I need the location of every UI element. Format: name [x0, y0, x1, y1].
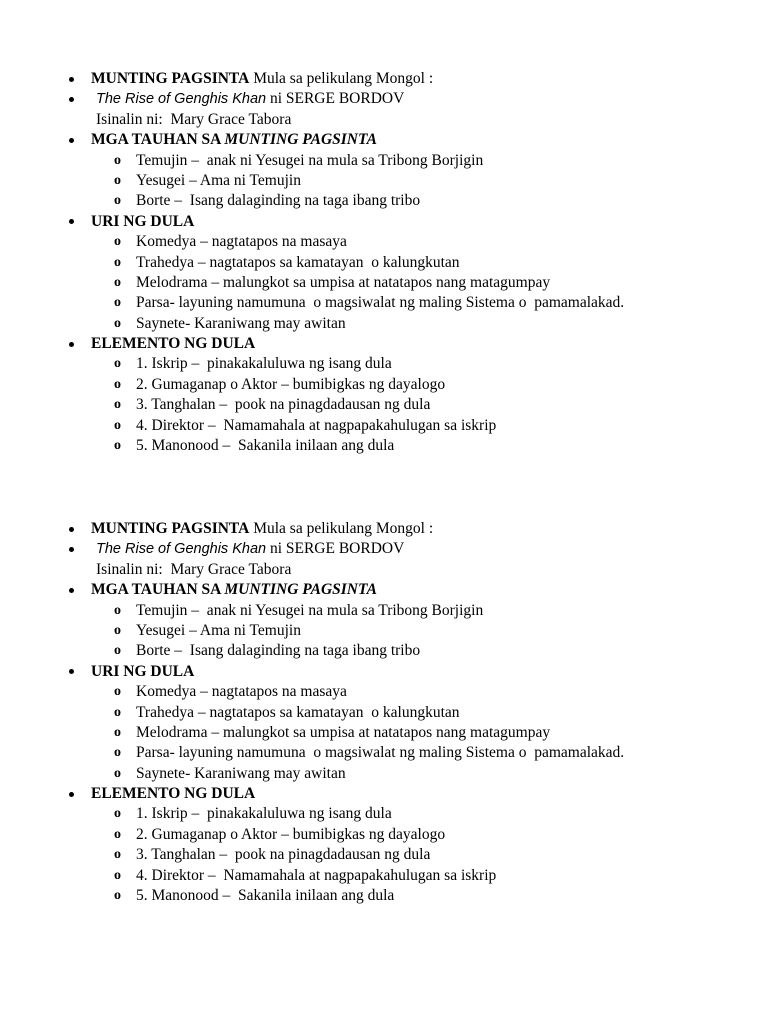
section-heading [0, 580, 768, 600]
list-item-text: Komedya – nagtatapos na masaya [136, 233, 347, 251]
list-item-text: Melodrama – malungkot sa umpisa at natatapos nang matagumpay [136, 273, 551, 291]
sub-bullet-icon: o [114, 826, 121, 842]
list-item [0, 273, 768, 293]
title-line [0, 69, 768, 89]
list-item-text: 1. Iskrip – pinakakaluluwa ng isang dula [136, 805, 392, 823]
list-item [0, 743, 768, 763]
list-item [0, 886, 768, 906]
list-item-text: Melodrama – malungkot sa umpisa at natatapos nang matagumpay [136, 723, 551, 741]
list-item-text: Komedya – nagtatapos na masaya [136, 683, 347, 701]
list-item [0, 293, 768, 313]
list-item [0, 151, 768, 171]
sub-bullet-icon: o [114, 684, 121, 700]
heading-italic: MUNTING PAGSINTA [224, 131, 377, 149]
list-item-text: 3. Tanghalan – pook na pinagdadausan ng dula [136, 846, 431, 864]
list-item [0, 354, 768, 374]
film-text [96, 539, 404, 559]
sub-bullet-icon: o [114, 704, 121, 720]
bullet-dot [69, 77, 74, 82]
title-line [0, 519, 768, 539]
heading-plain: MGA TAUHAN SA [91, 581, 225, 599]
sub-bullet-icon: o [114, 724, 121, 740]
list-item [0, 682, 768, 702]
sub-bullet-icon: o [114, 417, 121, 433]
sub-bullet-icon: o [114, 274, 121, 290]
list-item [0, 723, 768, 743]
bullet-dot [69, 669, 74, 674]
bullet-dot [69, 138, 74, 143]
list-item [0, 764, 768, 784]
heading-plain: URI NG DULA [91, 212, 195, 230]
heading-plain: URI NG DULA [91, 662, 195, 680]
list-item-text: 4. Direktor – Namamahala at nagpapakahulugan sa iskrip [136, 416, 497, 434]
list-item-text: Parsa- layuning namumuna o magsiwalat ng maling Sistema o pamamalakad. [136, 744, 625, 762]
heading-plain: ELEMENTO NG DULA [91, 335, 256, 353]
bullet-dot [69, 588, 74, 593]
list-item [0, 171, 768, 191]
list-item-text: Trahedya – nagtatapos sa kamatayan o kalungkutan [136, 703, 460, 721]
title-text [91, 519, 433, 539]
translator-text: Isinalin ni: Mary Grace Tabora [96, 560, 292, 578]
title-text [91, 69, 433, 89]
sub-bullet-icon: o [114, 643, 121, 659]
list-item-text: Yesugei – Ama ni Temujin [136, 171, 301, 189]
sub-bullet-icon: o [114, 152, 121, 168]
section-heading [0, 784, 768, 804]
film-line [0, 539, 768, 559]
sub-bullet-icon: o [114, 847, 121, 863]
list-item [0, 375, 768, 395]
title-rest: Mula sa pelikulang Mongol : [249, 70, 434, 87]
list-item-text: Saynete- Karaniwang may awitan [136, 764, 346, 782]
film-line [0, 89, 768, 109]
title-bold: MUNTING PAGSINTA [91, 70, 250, 87]
title-bold: MUNTING PAGSINTA [91, 520, 250, 537]
list-item [0, 314, 768, 334]
list-item-text: Trahedya – nagtatapos sa kamatayan o kalungkutan [136, 253, 460, 271]
sub-bullet-icon: o [114, 806, 121, 822]
film-title: The Rise of Genghis Khan [96, 541, 267, 558]
section-heading [0, 212, 768, 232]
sub-bullet-icon: o [114, 745, 121, 761]
outline-block [0, 519, 768, 906]
bullet-dot [69, 342, 74, 347]
translator-line [0, 560, 768, 580]
section-heading-text [91, 212, 194, 232]
list-item [0, 232, 768, 252]
section-heading [0, 334, 768, 354]
sub-bullet-icon: o [114, 867, 121, 883]
film-rest: ni SERGE BORDOV [266, 90, 405, 108]
list-item [0, 253, 768, 273]
list-item [0, 621, 768, 641]
film-title: The Rise of Genghis Khan [96, 91, 267, 108]
bullet-dot [69, 547, 74, 552]
list-item [0, 601, 768, 621]
list-item-text: 1. Iskrip – pinakakaluluwa ng isang dula [136, 355, 392, 373]
translator-text: Isinalin ni: Mary Grace Tabora [96, 110, 292, 128]
list-item [0, 191, 768, 211]
list-item [0, 804, 768, 824]
list-item-text: 5. Manonood – Sakanila inilaan ang dula [136, 887, 395, 905]
sub-bullet-icon: o [114, 397, 121, 413]
list-item [0, 641, 768, 661]
bullet-dot [69, 527, 74, 532]
outline-block [0, 69, 768, 456]
sub-bullet-icon: o [114, 254, 121, 270]
section-heading-text [91, 334, 255, 354]
sub-bullet-icon: o [114, 888, 121, 904]
list-item-text: 4. Direktor – Namamahala at nagpapakahulugan sa iskrip [136, 866, 497, 884]
section-heading-text [91, 784, 255, 804]
section-heading-text [91, 130, 377, 150]
section-heading [0, 662, 768, 682]
list-item-text: Temujin – anak ni Yesugei na mula sa Tribong Borjigin [136, 151, 484, 169]
list-item-text: Parsa- layuning namumuna o magsiwalat ng maling Sistema o pamamalakad. [136, 294, 625, 312]
sub-bullet-icon: o [114, 295, 121, 311]
list-item [0, 416, 768, 436]
translator-line [0, 110, 768, 130]
list-item-text: Temujin – anak ni Yesugei na mula sa Tribong Borjigin [136, 601, 484, 619]
film-rest: ni SERGE BORDOV [266, 540, 405, 558]
list-item [0, 866, 768, 886]
list-item [0, 703, 768, 723]
section-heading-text [91, 580, 377, 600]
bullet-dot [69, 97, 74, 102]
heading-plain: MGA TAUHAN SA [91, 131, 225, 149]
sub-bullet-icon: o [114, 234, 121, 250]
list-item-text: 2. Gumaganap o Aktor – bumibigkas ng dayalogo [136, 825, 446, 843]
bullet-dot [69, 219, 74, 224]
sub-bullet-icon: o [114, 765, 121, 781]
sub-bullet-icon: o [114, 315, 121, 331]
sub-bullet-icon: o [114, 622, 121, 638]
sub-bullet-icon: o [114, 376, 121, 392]
list-item-text: Yesugei – Ama ni Temujin [136, 621, 301, 639]
list-item-text: 5. Manonood – Sakanila inilaan ang dula [136, 437, 395, 455]
section-heading-text [91, 662, 194, 682]
section-heading [0, 130, 768, 150]
list-item [0, 825, 768, 845]
sub-bullet-icon: o [114, 356, 121, 372]
sub-bullet-icon: o [114, 602, 121, 618]
list-item-text: Borte – Isang dalaginding na taga ibang tribo [136, 642, 421, 660]
sub-bullet-icon: o [114, 172, 121, 188]
list-item [0, 845, 768, 865]
title-rest: Mula sa pelikulang Mongol : [249, 520, 434, 537]
sub-bullet-icon: o [114, 438, 121, 454]
list-item [0, 436, 768, 456]
list-item [0, 395, 768, 415]
film-text [96, 89, 404, 109]
bullet-dot [69, 792, 74, 797]
list-item-text: 3. Tanghalan – pook na pinagdadausan ng dula [136, 396, 431, 414]
list-item-text: Saynete- Karaniwang may awitan [136, 314, 346, 332]
heading-italic: MUNTING PAGSINTA [224, 581, 377, 599]
sub-bullet-icon: o [114, 193, 121, 209]
list-item-text: 2. Gumaganap o Aktor – bumibigkas ng dayalogo [136, 375, 446, 393]
list-item-text: Borte – Isang dalaginding na taga ibang tribo [136, 192, 421, 210]
heading-plain: ELEMENTO NG DULA [91, 785, 256, 803]
